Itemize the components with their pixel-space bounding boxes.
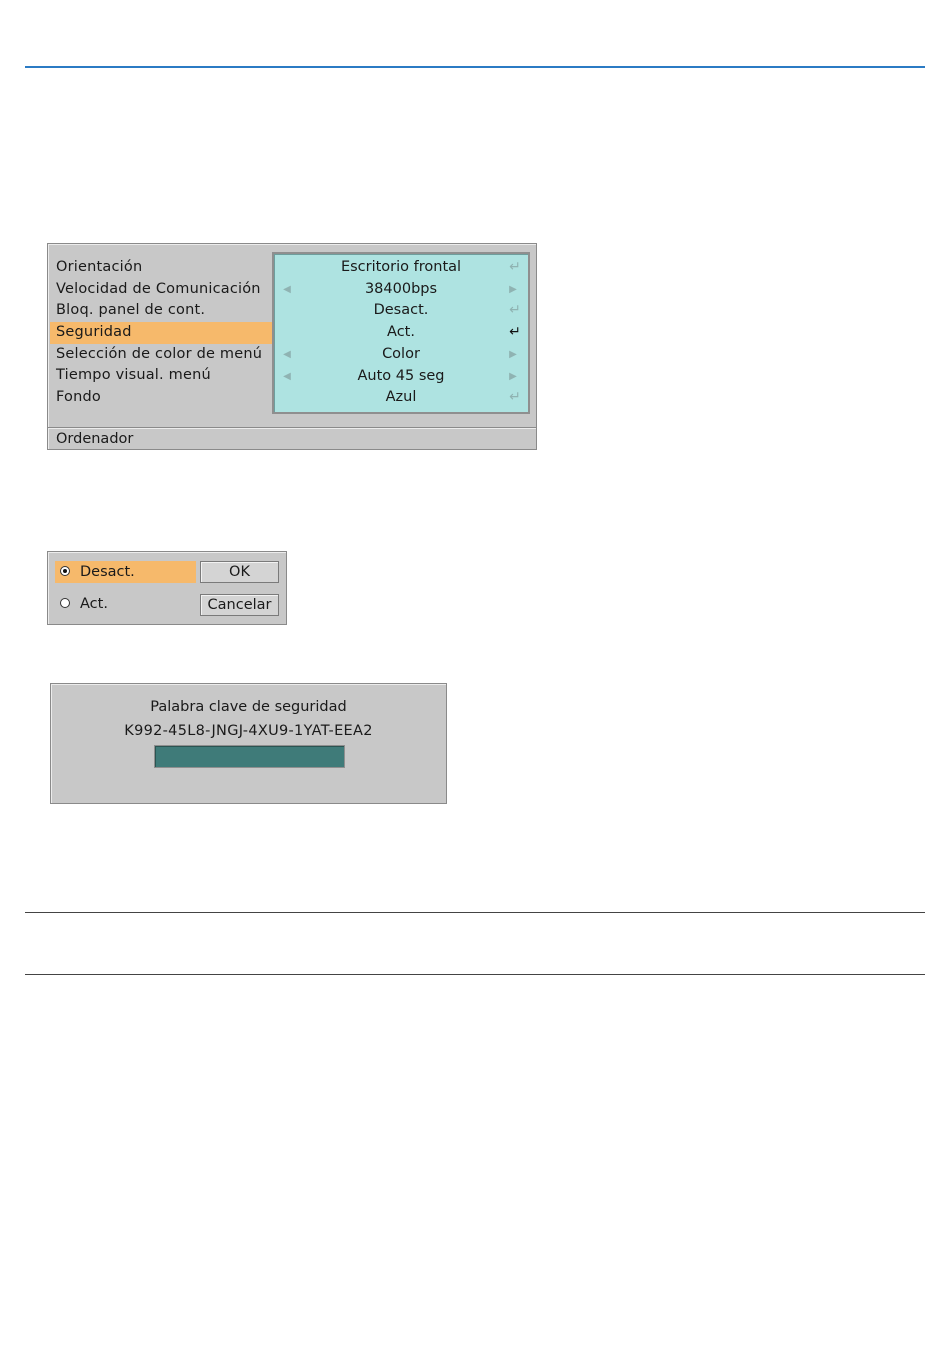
arrow-right-icon[interactable]: ▶ [509, 348, 517, 360]
value-row-color-menu[interactable] [274, 344, 528, 366]
menu-item-orientacion[interactable]: Orientación [56, 259, 143, 275]
radio-desact-label: Desact. [80, 564, 135, 580]
enter-icon[interactable]: ↵ [509, 259, 521, 275]
radio-act-label: Act. [80, 596, 108, 612]
value-row-velocidad[interactable] [274, 279, 528, 301]
divider-rule [25, 912, 925, 913]
settings-menu [47, 243, 537, 450]
keyword-code: K992-45L8-JNGJ-4XU9-1YAT-EEA2 [124, 723, 373, 739]
arrow-left-icon[interactable]: ◀ [283, 348, 291, 360]
keyword-input[interactable] [154, 745, 345, 768]
value-row-tiempo-visual[interactable] [274, 366, 528, 388]
enter-icon[interactable]: ↵ [509, 324, 521, 341]
ok-button[interactable]: OK [200, 561, 279, 583]
value-orientacion: Escritorio frontal [340, 259, 462, 275]
value-tiempo-visual: Auto 45 seg [357, 367, 445, 384]
menu-item-velocidad[interactable]: Velocidad de Comunicación [56, 280, 261, 297]
keyword-title: Palabra clave de seguridad [150, 699, 347, 715]
arrow-right-icon[interactable]: ▶ [509, 370, 517, 382]
value-row-orientacion[interactable] [274, 257, 528, 279]
radio-checked-icon[interactable] [60, 566, 70, 576]
menu-item-bloq-panel[interactable]: Bloq. panel de cont. [56, 302, 206, 319]
enter-icon[interactable]: ↵ [509, 302, 521, 319]
menu-divider [48, 427, 536, 428]
menu-item-seguridad[interactable]: Seguridad [50, 322, 316, 344]
value-row-bloq-panel[interactable] [274, 300, 528, 322]
value-row-seguridad[interactable] [274, 322, 528, 344]
menu-item-color-menu[interactable]: Selección de color de menú [56, 345, 263, 362]
arrow-right-icon[interactable]: ▶ [509, 283, 517, 295]
radio-act[interactable] [55, 593, 196, 615]
menu-item-tiempo-visual[interactable]: Tiempo visual. menú [56, 367, 211, 384]
cancel-button[interactable]: Cancelar [200, 594, 279, 616]
value-color-menu: Color [382, 345, 420, 362]
security-dialog [47, 551, 287, 625]
radio-desact[interactable] [55, 561, 196, 583]
menu-item-fondo[interactable]: Fondo [56, 389, 101, 406]
keyword-dialog [50, 683, 447, 804]
menu-footer-source: Ordenador [56, 431, 134, 447]
values-panel [272, 252, 530, 414]
arrow-left-icon[interactable]: ◀ [283, 370, 291, 382]
radio-unchecked-icon[interactable] [60, 598, 70, 608]
value-fondo: Azul [385, 389, 417, 406]
enter-icon[interactable]: ↵ [509, 389, 521, 406]
header-rule [25, 66, 925, 68]
arrow-left-icon[interactable]: ◀ [283, 283, 291, 295]
value-row-fondo[interactable] [274, 387, 528, 409]
value-velocidad: 38400bps [364, 280, 438, 297]
divider-rule [25, 974, 925, 975]
value-seguridad: Act. [387, 324, 415, 341]
value-bloq-panel: Desact. [373, 302, 429, 319]
